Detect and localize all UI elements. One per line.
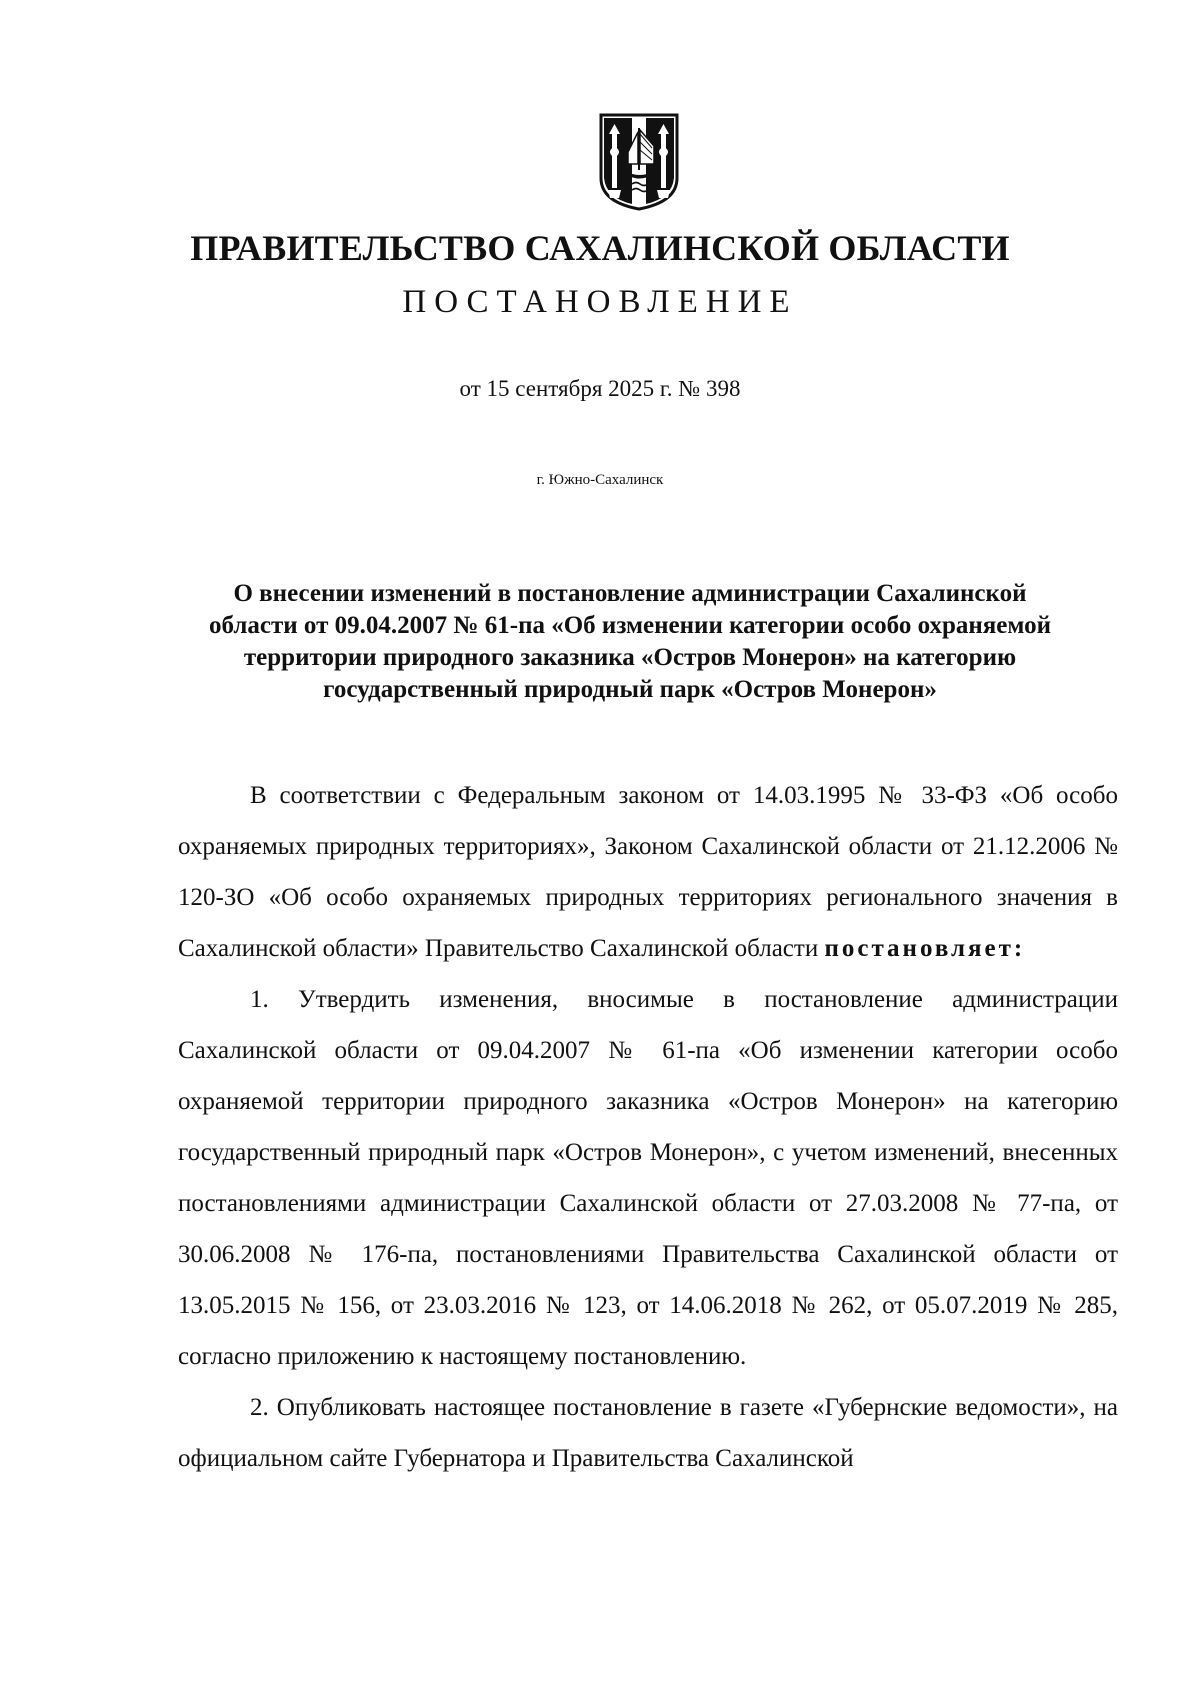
- coat-of-arms-icon: [598, 112, 680, 212]
- decree-word: постановляет:: [824, 935, 1026, 962]
- document-city: г. Южно-Сахалинск: [536, 472, 664, 488]
- item-1-paragraph: 1. Утвердить изменения, вносимые в постановление администрации Сахалинской области от 09.04.2007 № 61-па «Об изменении категории особо охраняемой территории природного заказника «Остров Монерон» на категорию государственный природный парк «Остров Монерон», с учетом изменений, внесенных постановлениями администрации Сахалинской области от 27.03.2008 № 77-па, от 30.06.2008 № 176-па, постановлениями Правительства Сахалинской области от 13.05.2015 № 156, от 23.03.2016 № 123, от 14.06.2018 № 262, от 05.07.2019 № 285, согласно приложению к настоящему постановлению.: [178, 986, 1118, 1370]
- organization-title: ПРАВИТЕЛЬСТВО САХАЛИНСКОЙ ОБЛАСТИ: [190, 228, 1010, 268]
- document-type: ПОСТАНОВЛЕНИЕ: [402, 284, 798, 320]
- item-2-paragraph: 2. Опубликовать настоящее постановление в газете «Губернские ведомости», на официальном сайте Губернатора и Правительства Сахалинской: [178, 1394, 1118, 1472]
- document-date-number: от 15 сентября 2025 г. № 398: [459, 376, 741, 401]
- preamble-paragraph: [178, 770, 1118, 974]
- document-subject-title: О внесении изменений в постановление администрации Сахалинской области от 09.04.2007 № 61-па «Об изменении категории особо охраняемой территории природного заказника «Остров Монерон» на категорию государственный природный парк «Остров Монерон»: [209, 580, 1051, 703]
- preamble-text: В соответствии с Федеральным законом от 14.03.1995 № 33-ФЗ «Об особо охраняемых природных территориях», Законом Сахалинской области от 21.12.2006 № 120-ЗО «Об особо охраняемых природных территориях регионального значения в Сахалинской области» Правительство Сахалинской области: [178, 782, 1118, 962]
- document-body: [178, 770, 1118, 1484]
